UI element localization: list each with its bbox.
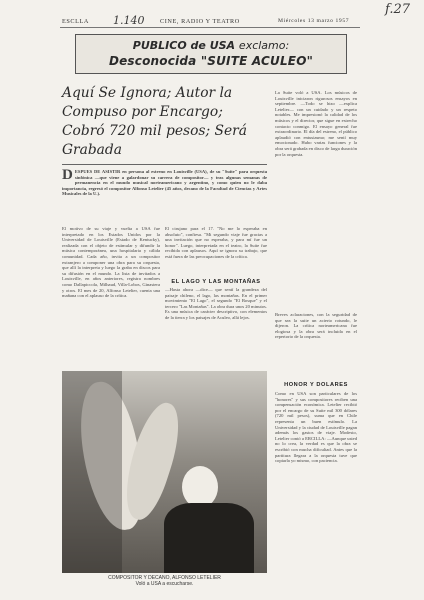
section-name: CINE, RADIO Y TEATRO [160, 18, 240, 25]
column-3-text-b: Breves aclaraciones, con la seguridad de que sea la suite un acierto rotundo, le dijeron. La crítica norteamericana fue elogiosa y la obra será incluida en el repertorio de la orquesta. [275, 312, 357, 340]
column-3 [275, 90, 357, 588]
photo-composer-with-sculpture [62, 371, 267, 573]
photo-caption [62, 575, 267, 587]
publication-name: ESCLLA [62, 18, 89, 25]
column-2-subhead: EL LAGO Y LAS MONTAÑAS [171, 279, 261, 285]
banner-usa-label: USA [209, 39, 236, 52]
handwritten-page-number: f.27 [384, 2, 410, 17]
banner-exclaimed-label: exclamo: [238, 39, 290, 52]
banner-public-label: PUBLICO de [132, 39, 206, 52]
photo-caption-line-2: Voló a USA a escucharse. [135, 581, 194, 587]
handwritten-clipping-number: 1.140 [113, 14, 145, 27]
column-1-text: El motivo de su viaje y vuelta a USA fue interpretado en los Estados Unidos por la Universidad de Louisville (Estado de Kentucky), realizada con el objeto de estimular y difundir la música contemporánea, una hospitalaria y cálida comunidad. Cada año, invita a un compositor extranjero a componer una obra para su orquesta, que allí la interpreta y luego la graba en discos para su difusión en el mundo. La lista de invitados a Louisville, en años anteriores, registra nombres como Dallapiccola, Milhaud, Villa-Lobos, Ginastera y otros. El mes de 20, Alfonso Letelier, cuenta una mañana con el aplauso de la crítica. [62, 226, 160, 299]
column-3-text-c: Como en USA son particulares de los "honores" y sus compositores reciben una compensación económica. Letelier recibió por el encargo de su Suite mil 300 dólares (720 mil pesos), suma que en Chile representa un buen estímulo. La Universidad y la ciudad de Louisville pagan además los gastos de viaje. Modesto, Letelier contó a ERCILLA: —Aunque usted no lo crea, la verdad es que la obra se escribió con mucha dificultad. Antes que la partitura llegara a la orquesta tuve que copiarla yo mismo, con paciencia. [275, 391, 357, 464]
issue-date: Miércoles 13 marzo 1957 [278, 18, 350, 24]
column-3-text: La Suite voló a USA. Los músicos de Louisville iniciaron rigurosos ensayos en septiembre. —Todo se hizo —explica Letelier— con un cuidado y un respeto notables. Me impresionó la calidad de los músicos y el director, que sigue en estrecho contacto conmigo. El ensayo general fue extraordinario. El día del estreno, el público aplaudió con entusiasmo; me sentí muy emocionado. Hubo varias funciones y la obra será grabada en disco de larga duración por la orquesta. [275, 90, 357, 157]
masthead-rule [60, 27, 360, 28]
lead-text: ESPUES DE ASISTIR en persona al estreno en Louisville (USA), de su "Suite" para orquesta sinfónica —que viene a galardonar su carrera de compositor— y tras algunas semanas de permanencia en el mundo musical norteamericano y argentino, y como quien no le daba importancia, regresó el compositor Alfonso Letelier (45 años, decano de la Facultad de Ciencias y Artes Musicales de la U.). [62, 169, 267, 197]
headline-rule [62, 164, 267, 165]
banner-title: Desconocida "SUITE ACULEO" [108, 54, 314, 68]
banner-box [75, 34, 347, 74]
lead-dropcap: D [62, 167, 73, 183]
composer-coat [164, 503, 254, 573]
composer-face [182, 466, 218, 508]
column-2-text: El cirujano para el 17. "No me lo esperaba en absoluto", confiesa. "Mi segundo viaje fue gracias a una invitación que no esperaba, y para mí fue un honor". Luego, interpretada en el teatro, la Suite fue recibida con aplausos. Aquí se ignora su trabajo, que está fuera de las preocupaciones de la crítica. [165, 226, 267, 259]
photo-shadow [62, 371, 122, 573]
photo-caption-line-1: COMPOSITOR Y DECANO, ALFONSO LETELIER [108, 575, 221, 581]
lead-paragraph [62, 169, 267, 197]
column-3-subhead: HONOR Y DOLARES [284, 382, 348, 388]
column-2 [165, 226, 267, 368]
headline: Aquí Se Ignora; Autor la Compuso por Encargo; Cobró 720 mil pesos; Será Grabada [62, 85, 247, 158]
column-2-text-b: —Hasta ahora —dice— que sentí la grandeza del paisaje chileno, el lago, las montañas. En el primer movimiento "El Lago", el segundo "El Bosque" y el tercero "Las Montañas". La obra dura unos 20 minutos. Es una música de carácter descriptivo, con elementos de la tierra y los paisajes de Aculeo, allá lejos. [165, 287, 267, 320]
